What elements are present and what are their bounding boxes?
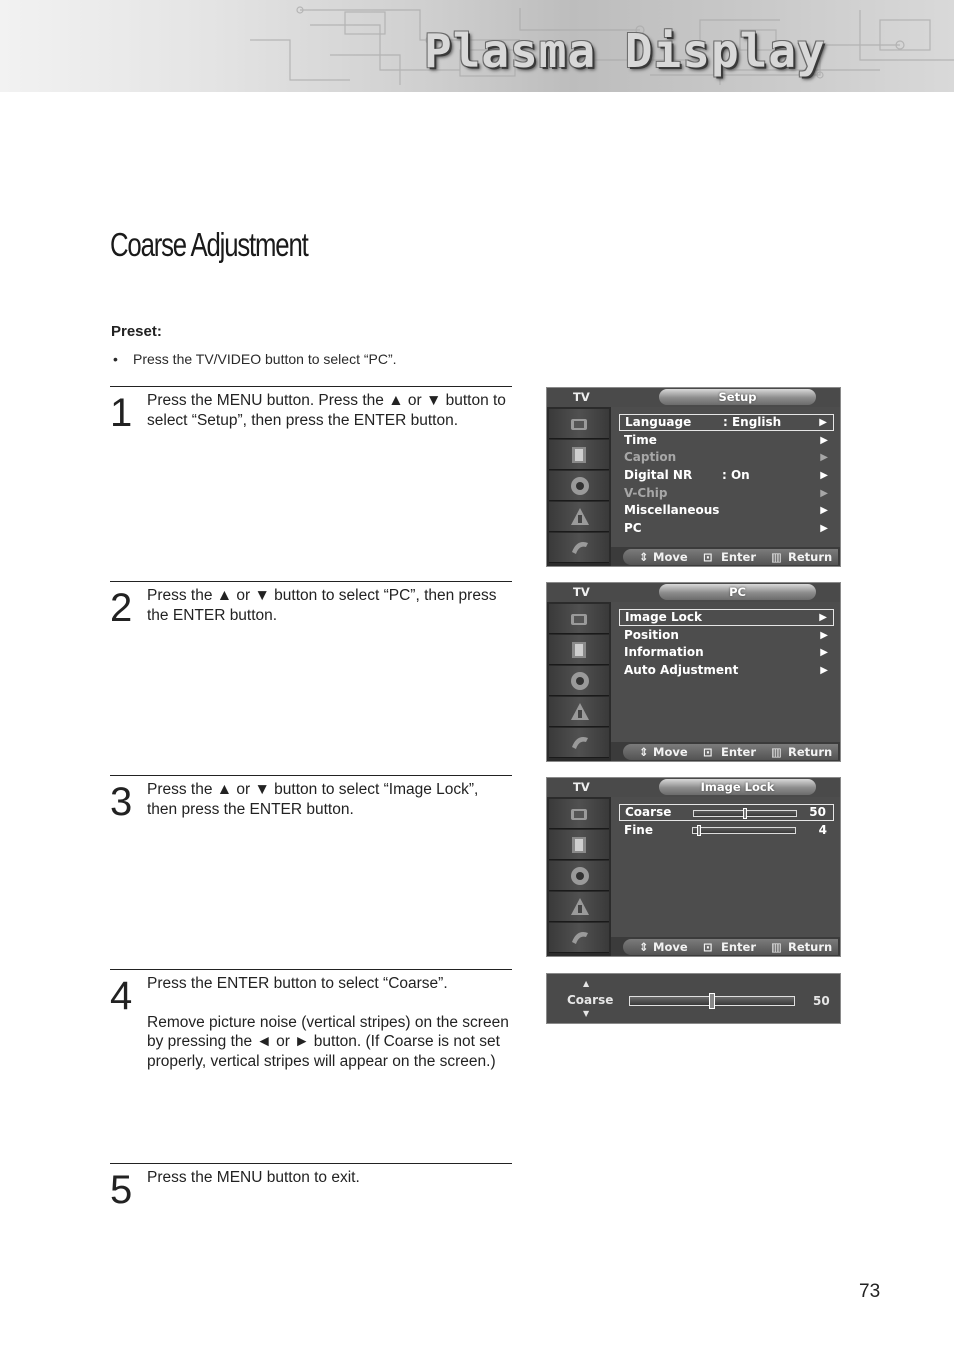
arrow-right-icon: ▶: [820, 505, 828, 516]
return-icon: ▥: [771, 550, 782, 564]
preset-bullet-item: [113, 351, 397, 367]
return-hint: Return: [788, 745, 833, 759]
arrow-right-icon: ▶: [820, 665, 828, 676]
osd-header: [547, 388, 840, 407]
osd-item-time[interactable]: [619, 432, 834, 449]
slider-thumb[interactable]: [743, 808, 747, 819]
osd-header: [547, 778, 840, 797]
osd-item-information[interactable]: [619, 644, 834, 661]
step-number: 5: [110, 1168, 133, 1212]
enter-icon: ⊡: [703, 940, 713, 954]
channel-menu-icon: [549, 666, 609, 696]
step-number: 2: [110, 586, 133, 630]
osd-item-label: Auto Adjustment: [624, 663, 739, 677]
channel-menu-icon: [549, 861, 609, 891]
step-4: [110, 969, 512, 1070]
return-hint: Return: [788, 550, 833, 564]
picture-menu-icon: [549, 409, 609, 439]
step-paragraph: Remove picture noise (vertical stripes) on the screen by pressing the ◄ or ► button. (If Coarse is not set properly, vertical stripes will appear on the screen.): [147, 1013, 509, 1070]
step-text: [147, 391, 511, 430]
slider-thumb[interactable]: [697, 825, 701, 836]
move-icon: ⇕: [639, 745, 649, 759]
return-hint: Return: [788, 940, 833, 954]
sound-menu-icon: [549, 440, 609, 470]
enter-hint: Enter: [721, 550, 757, 564]
move-hint: Move: [653, 745, 688, 759]
input-menu-icon: [549, 923, 609, 953]
osd-menu-panel: [611, 407, 840, 547]
move-icon: ⇕: [639, 550, 649, 564]
sound-menu-icon: [549, 635, 609, 665]
osd-header: [547, 583, 840, 602]
osd-footer-hints: [623, 549, 838, 565]
slider-thumb[interactable]: [709, 993, 715, 1009]
osd-sidebar: [547, 797, 611, 957]
arrow-right-icon: ▶: [820, 452, 828, 463]
osd-setup-menu: [546, 387, 841, 567]
coarse-bar-value: 50: [813, 994, 830, 1008]
channel-menu-icon: [549, 471, 609, 501]
osd-menu-title: Image Lock: [659, 779, 816, 795]
coarse-slider[interactable]: [693, 810, 797, 817]
osd-menu-panel: [611, 797, 840, 937]
osd-sidebar: [547, 407, 611, 567]
bullet-symbol: •: [113, 351, 118, 367]
osd-item-label: Miscellaneous: [624, 503, 720, 517]
step-3: [110, 775, 512, 824]
osd-item-label: Caption: [624, 450, 677, 464]
osd-item-language[interactable]: [619, 414, 834, 431]
osd-item-label: Time: [624, 433, 657, 447]
osd-source-label: TV: [573, 780, 590, 794]
osd-item-label: PC: [624, 521, 642, 535]
osd-coarse-adjust-bar: [546, 973, 841, 1024]
arrow-right-icon: ▶: [820, 630, 828, 641]
arrow-right-icon: ▶: [819, 612, 827, 623]
osd-footer: [611, 742, 840, 762]
return-icon: ▥: [771, 940, 782, 954]
step-2: [110, 581, 512, 630]
osd-footer-hints: [623, 939, 838, 955]
osd-item-value: : On: [722, 468, 750, 482]
osd-item-label: Image Lock: [625, 610, 702, 624]
osd-item-fine[interactable]: [619, 822, 834, 839]
osd-item-position[interactable]: [619, 627, 834, 644]
step-text: [147, 1168, 511, 1188]
osd-item-label: Digital NR: [624, 468, 693, 482]
step-paragraph: Press the ▲ or ▼ button to select “Image Lock”, then press the ENTER button.: [147, 781, 479, 818]
osd-item-pc[interactable]: [619, 520, 834, 537]
preset-label: Preset:: [111, 323, 162, 340]
step-number: 1: [110, 391, 133, 435]
step-text: [147, 780, 511, 819]
osd-menu-panel: [611, 602, 840, 742]
up-arrow-icon: ▲: [583, 979, 590, 988]
osd-item-digital-nr[interactable]: [619, 467, 834, 484]
osd-item-coarse[interactable]: [619, 804, 834, 821]
arrow-right-icon: ▶: [820, 523, 828, 534]
step-number: 4: [110, 974, 133, 1018]
enter-hint: Enter: [721, 940, 757, 954]
step-paragraph: Press the ENTER button to select “Coarse”.: [147, 975, 448, 992]
osd-item-caption[interactable]: [619, 449, 834, 466]
arrow-right-icon: ▶: [819, 417, 827, 428]
step-paragraph: Press the MENU button. Press the ▲ or ▼ button to select “Setup”, then press the ENTER button.: [147, 392, 506, 429]
osd-footer: [611, 937, 840, 957]
osd-source-label: TV: [573, 390, 590, 404]
step-text: [147, 586, 511, 625]
input-menu-icon: [549, 533, 609, 563]
setup-menu-icon: [549, 502, 609, 532]
enter-icon: ⊡: [703, 745, 713, 759]
setup-menu-icon: [549, 892, 609, 922]
osd-item-value: 50: [809, 805, 826, 819]
osd-item-label: Fine: [624, 823, 653, 837]
page-title: Coarse Adjustment: [110, 226, 308, 263]
picture-menu-icon: [549, 799, 609, 829]
move-icon: ⇕: [639, 940, 649, 954]
osd-item-label: V-Chip: [624, 486, 668, 500]
enter-icon: ⊡: [703, 550, 713, 564]
page-number: 73: [859, 1281, 881, 1302]
header-banner: [0, 0, 954, 92]
move-hint: Move: [653, 940, 688, 954]
osd-item-auto-adjustment[interactable]: [619, 662, 834, 679]
osd-item-label: Language: [625, 415, 692, 429]
step-number: 3: [110, 780, 133, 824]
arrow-right-icon: ▶: [820, 435, 828, 446]
arrow-right-icon: ▶: [820, 470, 828, 481]
input-menu-icon: [549, 728, 609, 758]
osd-item-miscellaneous[interactable]: [619, 502, 834, 519]
step-paragraph: Press the MENU button to exit.: [147, 1169, 360, 1186]
osd-item-label: Information: [624, 645, 704, 659]
osd-item-label: Coarse: [625, 805, 672, 819]
osd-item-v-chip[interactable]: [619, 485, 834, 502]
step-text: [147, 974, 511, 1071]
setup-menu-icon: [549, 697, 609, 727]
osd-sidebar: [547, 602, 611, 762]
arrow-right-icon: ▶: [820, 647, 828, 658]
osd-image-lock-menu: [546, 777, 841, 957]
osd-menu-title: PC: [659, 584, 816, 600]
osd-footer-hints: [623, 744, 838, 760]
osd-source-label: TV: [573, 585, 590, 599]
arrow-right-icon: ▶: [820, 488, 828, 499]
coarse-bar-slider[interactable]: [629, 996, 795, 1006]
fine-slider[interactable]: [692, 827, 796, 834]
enter-hint: Enter: [721, 745, 757, 759]
step-paragraph: Press the ▲ or ▼ button to select “PC”, then press the ENTER button.: [147, 587, 497, 624]
step-5: [110, 1163, 512, 1212]
move-hint: Move: [653, 550, 688, 564]
preset-bullet-text: Press the TV/VIDEO button to select “PC”.: [133, 351, 397, 367]
return-icon: ▥: [771, 745, 782, 759]
osd-item-value: : English: [723, 415, 782, 429]
osd-item-value: 4: [818, 823, 827, 837]
osd-item-image-lock[interactable]: [619, 609, 834, 626]
sound-menu-icon: [549, 830, 609, 860]
banner-title: Plasma Display: [424, 24, 826, 78]
picture-menu-icon: [549, 604, 609, 634]
osd-footer: [611, 547, 840, 567]
coarse-bar-label: Coarse: [567, 993, 614, 1007]
osd-menu-title: Setup: [659, 389, 816, 405]
down-arrow-icon: ▼: [583, 1009, 590, 1018]
osd-pc-menu: [546, 582, 841, 762]
step-1: [110, 386, 512, 435]
osd-item-label: Position: [624, 628, 679, 642]
